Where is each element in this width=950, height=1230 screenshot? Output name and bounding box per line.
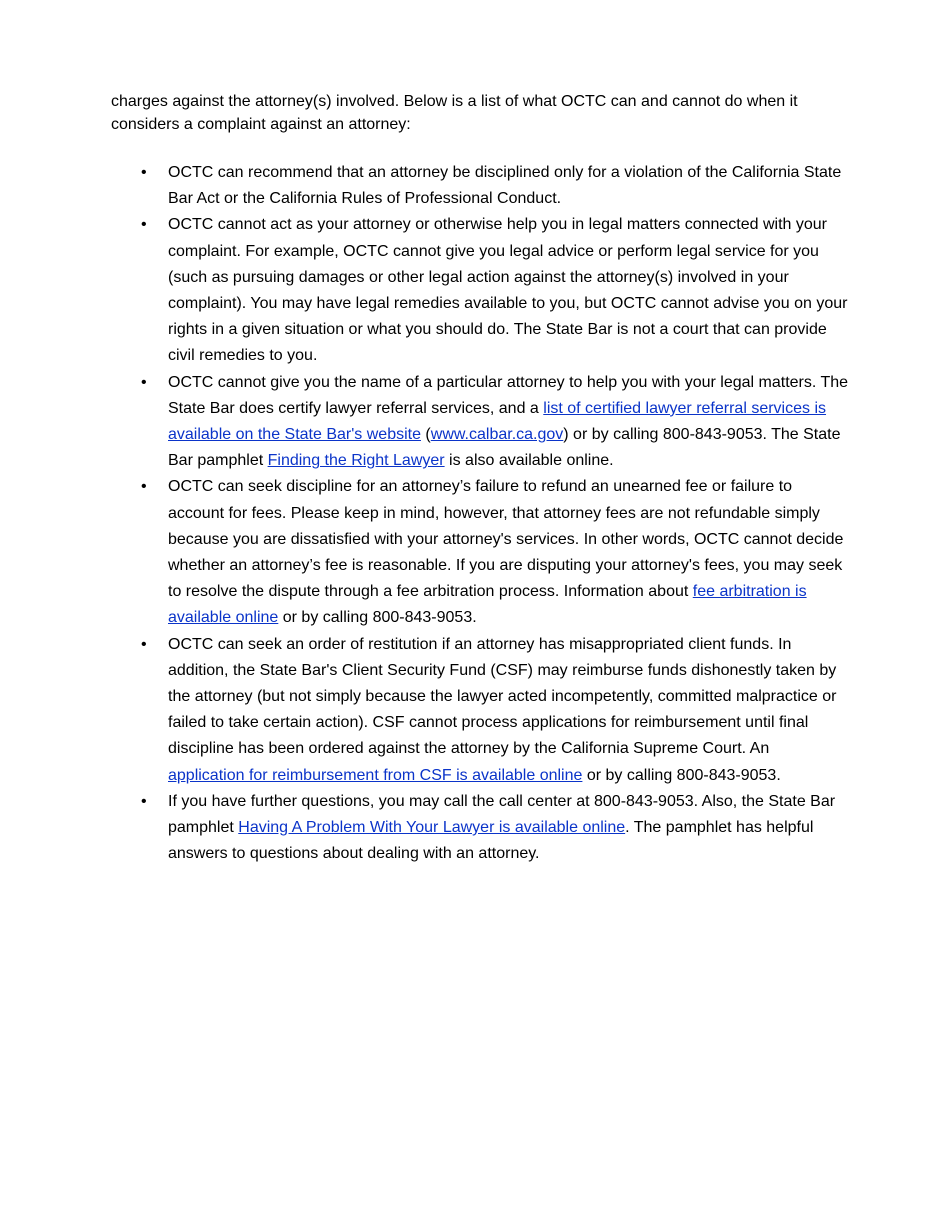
bullet-text: OCTC can seek an order of restitution if an attorney has misappropriated client funds. In addition, the State Bar's Client Security Fund (CSF) may reimburse funds dishonestly taken by the attorney (but not simply because the lawyer acted incompetently, committed malpractice or failed to take certain action). CSF cannot process applications for reimbursement until final discipline has been ordered against the attorney by the California Supreme Court. An <box>168 635 837 758</box>
bullet-icon: • <box>141 478 147 496</box>
problem-with-lawyer-link[interactable]: Having A Problem With Your Lawyer is available online <box>238 819 626 837</box>
bullet-icon: • <box>141 373 147 391</box>
bullet-text: is also available online. <box>444 452 614 470</box>
bullet-icon: • <box>141 164 147 181</box>
intro-paragraph: charges against the attorney(s) involved. Below is a list of what OCTC can and cannot do when it considers a complaint against an attorney: <box>111 93 798 133</box>
bullet-text: If you have further questions, you may call the call center at 800-843-9053. Also, the State Bar pamphlet <box>168 792 836 837</box>
bullet-icon: • <box>141 635 147 653</box>
list-item <box>111 370 849 475</box>
bullet-text: or by calling 800-843-9053. <box>278 609 477 627</box>
bullet-text: OCTC cannot act as your attorney or otherwise help you in legal matters connected with your complaint. For example, OCTC cannot give you legal advice or perform legal service for you (such as pursuing damages or other legal action against the attorney(s) involved in your complaint). You may have legal remedies available to you, but OCTC cannot advise you on your rights in a given situation or what you should do. The State Bar is not a court that can provide civil remedies to you. <box>168 216 848 365</box>
list-item <box>111 789 849 868</box>
bullet-text: ( <box>420 426 431 444</box>
octc-bullet-list <box>111 160 849 867</box>
bullet-text: ) or by calling 800-843-9053. The State Bar pamphlet <box>168 426 841 470</box>
list-item <box>111 474 849 631</box>
bullet-icon: • <box>141 216 147 234</box>
calbar-website-link[interactable]: www.calbar.ca.gov <box>430 426 564 444</box>
finding-right-lawyer-link[interactable]: Finding the Right Lawyer <box>267 452 445 470</box>
fee-arbitration-link[interactable]: fee arbitration is available online <box>168 583 807 627</box>
csf-reimbursement-link[interactable]: application for reimbursement from CSF is available online <box>168 766 583 784</box>
bullet-text: OCTC can seek discipline for an attorney’s failure to refund an unearned fee or failure to account for fees. Please keep in mind, however, that attorney fees are not refundable simply because you are dissatisfied with your attorney's services. In other words, OCTC cannot decide whether an attorney’s fee is reasonable. If you are disputing your attorney's fees, you may seek to resolve the dispute through a fee arbitration process. Information about <box>168 478 844 601</box>
bullet-icon: • <box>141 792 147 810</box>
list-item <box>111 212 849 369</box>
bullet-text: or by calling 800-843-9053. <box>582 766 781 784</box>
bullet-text: . The pamphlet has helpful answers to questions about dealing with an attorney. <box>168 819 814 863</box>
bullet-text: OCTC cannot give you the name of a particular attorney to help you with your legal matters. The State Bar does certify lawyer referral services, and a <box>168 373 849 417</box>
list-item <box>111 632 849 789</box>
lawyer-referral-services-link[interactable]: list of certified lawyer referral services is available on the State Bar's website <box>168 399 827 444</box>
bullet-text: OCTC can recommend that an attorney be disciplined only for a violation of the California State Bar Act or the California Rules of Professional Conduct. <box>168 164 842 208</box>
list-item <box>111 160 849 212</box>
document-page <box>111 90 849 867</box>
